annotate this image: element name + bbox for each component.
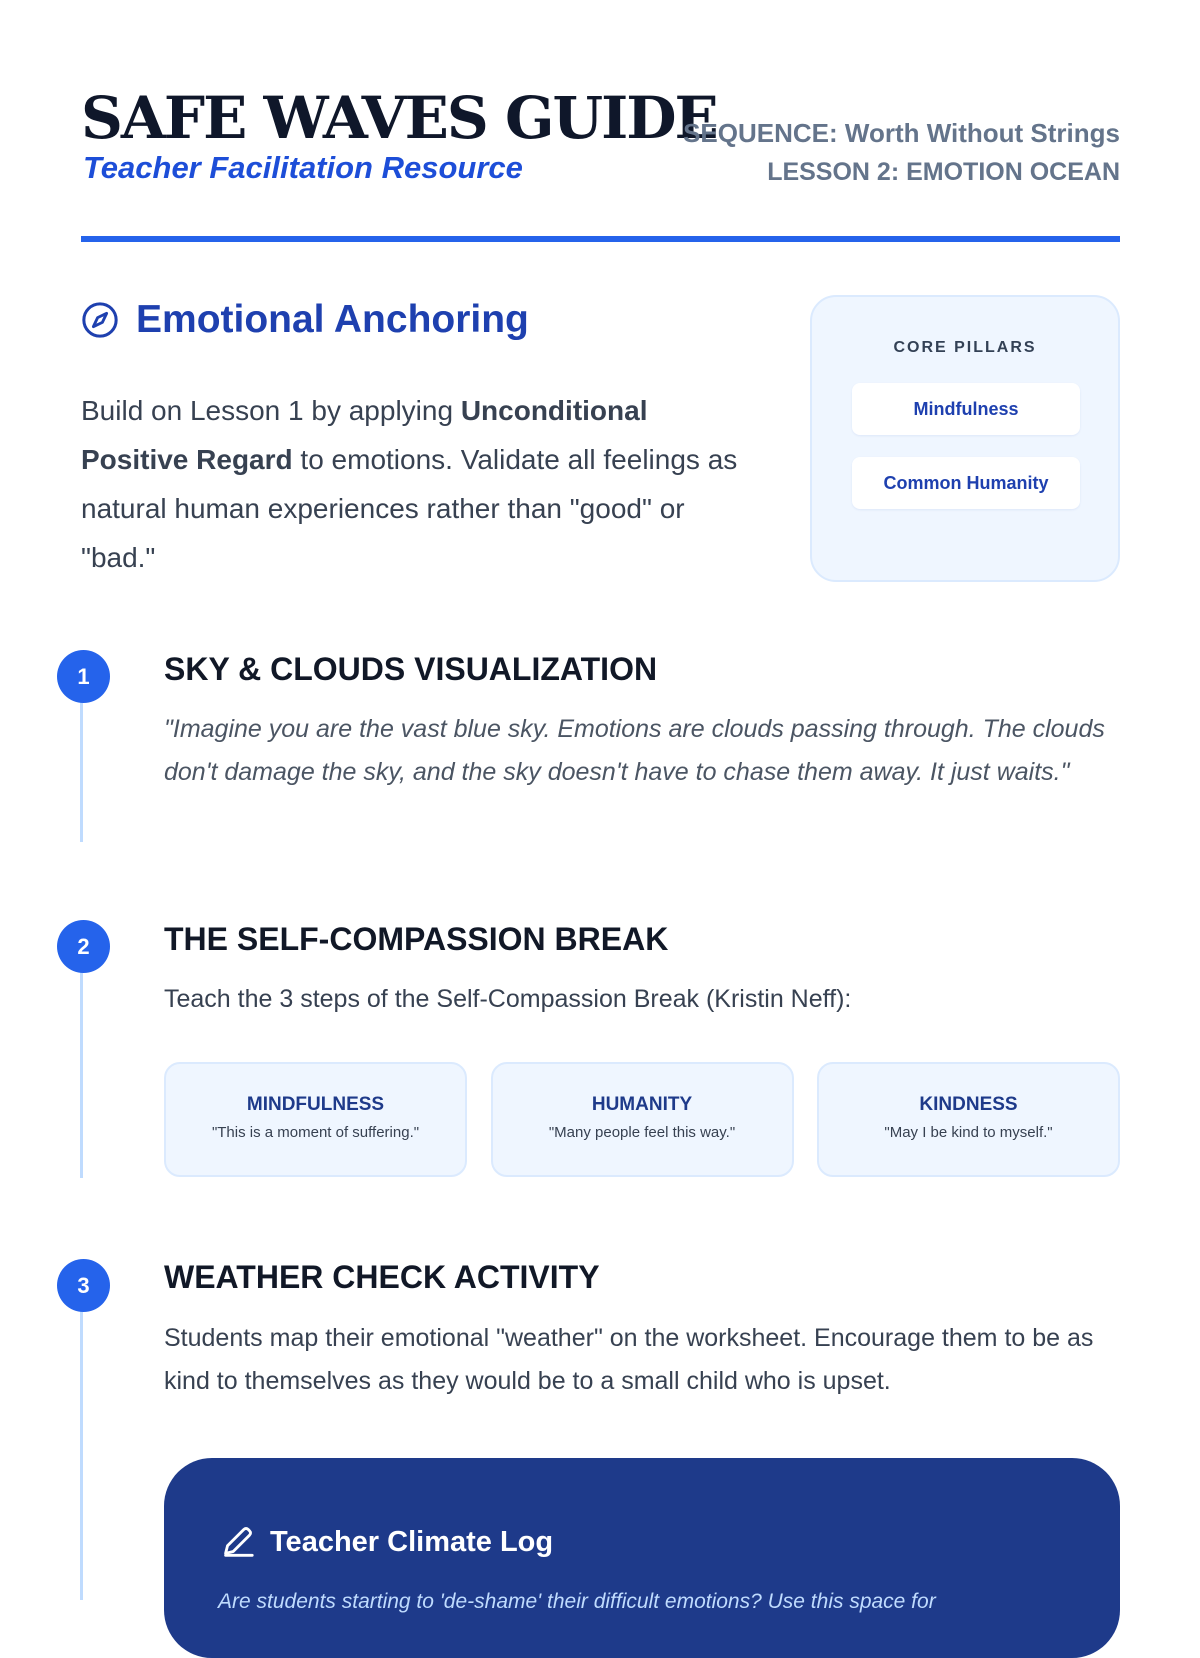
anchoring-heading (81, 296, 529, 344)
anchoring-text-part: Build on Lesson 1 by applying (81, 395, 461, 426)
step-title: THE SELF-COMPASSION BREAK (164, 921, 669, 957)
step-card-mindfulness (164, 1062, 467, 1177)
step-body: "Imagine you are the vast blue sky. Emotions are clouds passing through. The clouds don't damage the sky, and the sky doesn't have to chase them away. It just waits." (164, 715, 1105, 786)
pillar-mindfulness: Mindfulness (852, 383, 1080, 435)
page-header (81, 84, 1120, 242)
step-card-kindness (817, 1062, 1120, 1177)
step-title: SKY & CLOUDS VISUALIZATION (164, 651, 658, 687)
step-title: WEATHER CHECK ACTIVITY (164, 1259, 600, 1295)
card-title: KINDNESS (919, 1094, 1018, 1115)
sequence-label: SEQUENCE: Worth Without Strings (683, 118, 1120, 148)
step-body: Teach the 3 steps of the Self-Compassion Break (Kristin Neff): (164, 985, 852, 1013)
lesson-label: LESSON 2: EMOTION OCEAN (767, 158, 1120, 186)
anchoring-title: Emotional Anchoring (136, 298, 529, 341)
log-title: Teacher Climate Log (270, 1525, 554, 1558)
guide-subtitle: Teacher Facilitation Resource (83, 150, 523, 185)
anchoring-text-bold: Unconditional Positive Regard (81, 395, 648, 475)
step-connector-line (80, 1270, 83, 1600)
step-card-humanity (491, 1062, 794, 1177)
self-compassion-cards (164, 1062, 1120, 1177)
anchoring-description (81, 386, 761, 582)
log-prompt: Are students starting to 'de-shame' their difficult emotions? Use this space for (218, 1590, 936, 1613)
card-title: MINDFULNESS (246, 1094, 385, 1115)
guide-title: SAFE WAVES GUIDE (81, 84, 717, 152)
compass-icon (81, 301, 119, 339)
step-number-badge: 3 (57, 1259, 110, 1312)
pencil-icon (218, 1523, 256, 1561)
anchoring-text-part: to emotions. Validate all feelings as natural human experiences rather than "good" or "bad." (81, 444, 738, 573)
pillar-common-humanity: Common Humanity (852, 457, 1080, 509)
card-title: HUMANITY (591, 1094, 693, 1115)
card-quote: "May I be kind to myself." (884, 1124, 1053, 1141)
core-pillars-panel (810, 295, 1120, 582)
card-quote: "Many people feel this way." (548, 1124, 736, 1141)
step-body: Students map their emotional "weather" on the worksheet. Encourage them to be as kind to themselves as they would be to a small child who is upset. (164, 1324, 1094, 1395)
log-heading (218, 1522, 553, 1562)
step-number-badge: 1 (57, 650, 110, 703)
step-number-badge: 2 (57, 920, 110, 973)
core-pillars-label: CORE PILLARS (893, 339, 1037, 356)
card-quote: "This is a moment of suffering." (211, 1124, 420, 1141)
teacher-climate-log (164, 1458, 1120, 1658)
